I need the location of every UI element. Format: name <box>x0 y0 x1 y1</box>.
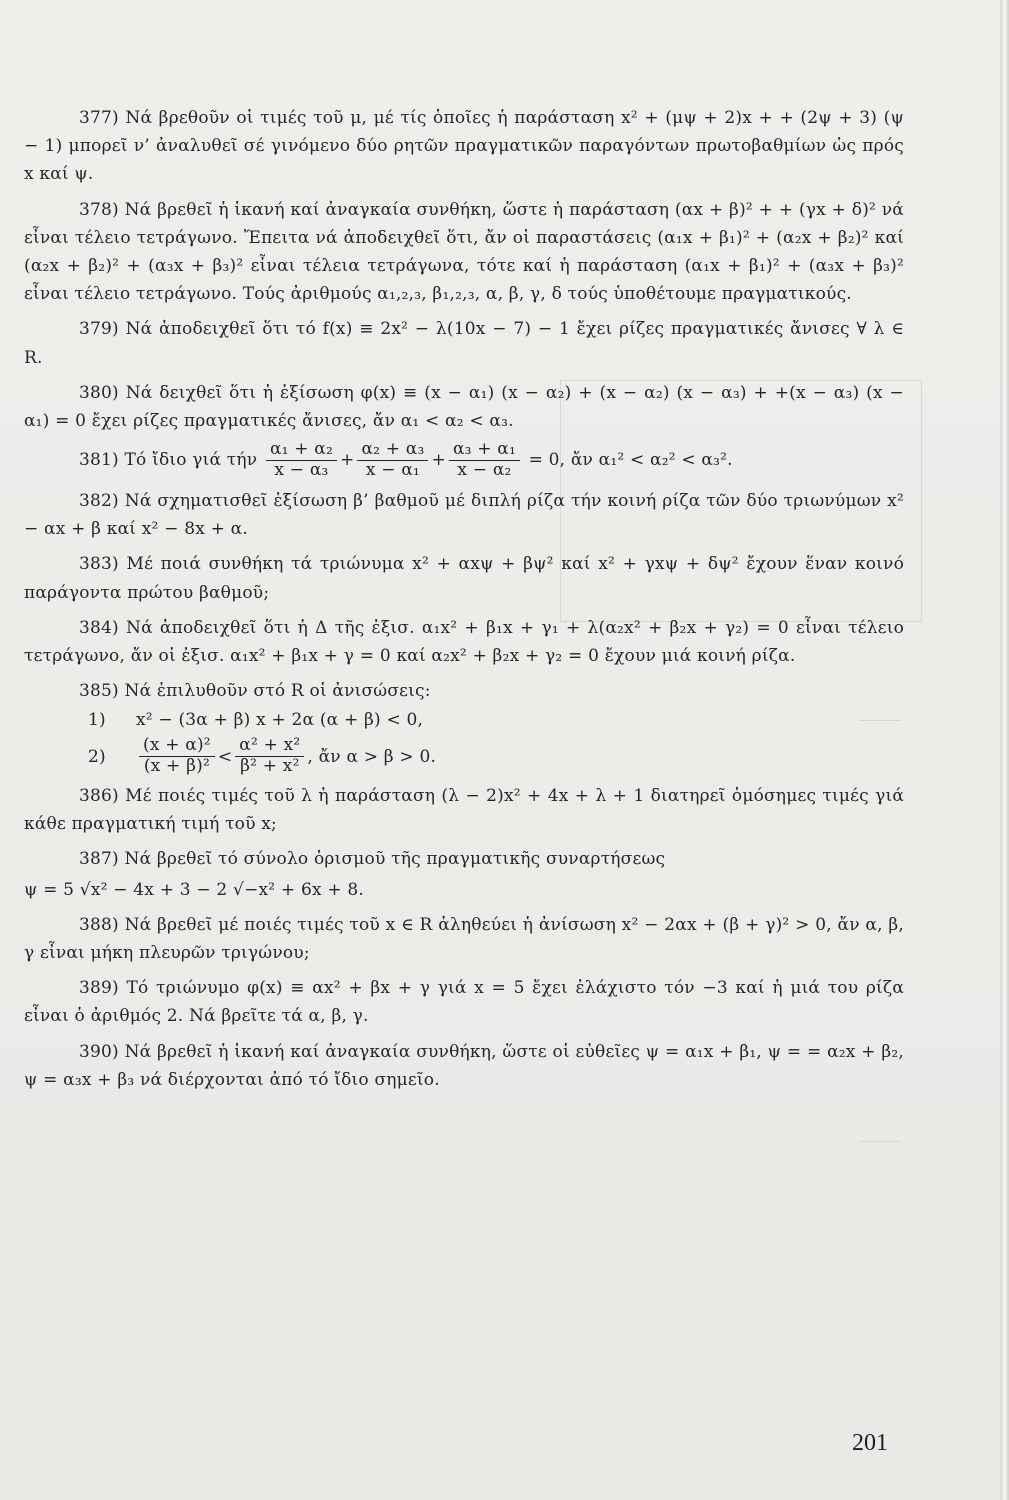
problem-number: 384) <box>79 617 119 638</box>
problem-tail: = 0, ἄν α₁² < α₂² < α₃². <box>528 450 733 471</box>
book-spine-edge <box>1000 0 1009 1500</box>
problem-text: Νά βρεθεῖ ἡ ἱκανή καί ἀναγκαία συνθήκη, ὥστε ἡ παράσταση (αx + β)² + + (γx + δ)² νά εἶναι τέλειο τετράγωνο. Ἔπειτα νά ἀποδειχθεῖ ὅτι, ἄν οἱ παραστάσεις (α₁x + β₁)² + (α₂x + β₂)² καί (α₂x + β₂)² + (α₃x + β₃)² εἶναι τέλεια τετράγωνα, τότε καί ἡ παράσταση (α₁x + β₁)² + (α₃x + β₃)² εἶναι τέλειο τετράγωνο. Τούς ἀριθμούς α₁,₂,₃, β₁,₂,₃, α, β, γ, δ τούς ὑποθέτουμε πραγματικούς. <box>24 199 904 305</box>
problem-384 <box>24 614 904 670</box>
problem-lead: Τό ἴδιο γιά τήν <box>124 450 258 471</box>
problem-387 <box>24 845 904 873</box>
condition-text: , ἄν α > β > 0. <box>307 746 437 767</box>
inequality-1 <box>24 705 904 735</box>
problem-number: 387) <box>79 849 119 870</box>
page-content <box>24 104 904 1094</box>
problem-number: 382) <box>79 490 119 511</box>
problem-text: Νά βρεθεῖ τό σύνολο ὁρισμοῦ τῆς πραγματικῆς συναρτήσεως <box>124 849 666 870</box>
domain-formula: ψ = 5 √x² − 4x + 3 − 2 √−x² + 6x + 8. <box>24 879 365 900</box>
problem-text: Μέ ποιές τιμές τοῦ λ ἡ παράσταση (λ − 2)x² + 4x + λ + 1 διατηρεῖ ὁμόσημες τιμές γιά κάθε πραγματική τιμή τοῦ x; <box>24 786 904 835</box>
inequality-text: x² − (3α + β) x + 2α (α + β) < 0, <box>136 710 424 731</box>
problem-number: 377) <box>79 108 119 128</box>
problem-379 <box>24 315 904 371</box>
problem-text: Μέ ποιά συνθήκη τά τριώνυμα x² + αxψ + βψ² καί x² + γxψ + δψ² ἔχουν ἕναν κοινό παράγοντα πρώτου βαθμοῦ; <box>24 554 904 603</box>
problem-381 <box>24 441 904 480</box>
problem-number: 386) <box>79 786 119 807</box>
less-than-sign: < <box>217 746 233 767</box>
fraction <box>139 737 215 776</box>
page-number: 201 <box>852 1430 888 1456</box>
denominator: β² + x² <box>240 756 300 777</box>
sub-item-label: 1) <box>88 710 106 731</box>
plus-sign: + <box>339 450 355 471</box>
problem-number: 389) <box>79 978 119 999</box>
problem-number: 378) <box>79 199 119 220</box>
problem-number: 379) <box>79 319 119 340</box>
problem-385 <box>24 677 904 705</box>
problem-text: Νά βρεθοῦν οἱ τιμές τοῦ μ, μέ τίς ὁποῖες ἡ παράσταση x² + (μψ + 2)x + + (2ψ + 3) (ψ − 1) μπορεῖ ν’ ἀναλυθεῖ σέ γινόμενο δύο ρητῶν πραγματικῶν παραγόντων πρωτοβαθμίων ὡς πρός x καί ψ. <box>24 108 904 185</box>
denominator: (x + β)² <box>143 756 210 777</box>
problem-377 <box>24 104 904 189</box>
sub-item-label: 2) <box>88 746 106 767</box>
fraction <box>266 441 337 480</box>
problem-number: 383) <box>79 554 119 575</box>
inequality-2 <box>24 737 904 776</box>
denominator: x − α₃ <box>274 460 329 481</box>
numerator: α₂ + α₃ <box>357 441 428 461</box>
numerator: α₃ + α₁ <box>449 441 520 461</box>
problem-number: 390) <box>79 1041 119 1062</box>
fraction <box>357 441 428 480</box>
problem-386 <box>24 782 904 838</box>
problem-text: Νά βρεθεῖ ἡ ἱκανή καί ἀναγκαία συνθήκη, ὥστε οἱ εὐθεῖες ψ = α₁x + β₁, ψ = = α₂x + β₂, ψ = α₃x + β₃ νά διέρχονται ἀπό τό ἴδιο σημεῖο. <box>24 1041 904 1090</box>
problem-number: 385) <box>79 681 119 702</box>
problem-text: Νά δειχθεῖ ὅτι ἡ ἐξίσωση φ(x) ≡ (x − α₁) (x − α₂) + (x − α₂) (x − α₃) + +(x − α₃) (x − α₁) = 0 ἔχει ρίζες πραγματικές ἄνισες, ἄν α₁ < α₂ < α₃. <box>24 382 905 432</box>
problem-text: Τό τριώνυμο φ(x) ≡ αx² + βx + γ γιά x = 5 ἔχει ἐλάχιστο τόν −3 καί ἡ μιά του ρίζα εἶναι ὁ ἀριθμός 2. Νά βρεῖτε τά α, β, γ. <box>24 978 905 1027</box>
problem-text: Νά ἐπιλυθοῦν στό R οἱ ἀνισώσεις: <box>124 681 431 702</box>
problem-383 <box>24 550 904 606</box>
fraction <box>235 737 304 776</box>
problem-380 <box>24 379 904 435</box>
problem-390 <box>24 1038 904 1094</box>
problem-text: Νά ἀποδειχθεῖ ὅτι τό f(x) ≡ 2x² − λ(10x − 7) − 1 ἔχει ρίζες πραγματικές ἄνισες ∀ λ ∈ R. <box>24 319 905 368</box>
problem-text: Νά βρεθεῖ μέ ποιές τιμές τοῦ x ∈ R ἀληθεύει ἡ ἀνίσωση x² − 2αx + (β + γ)² > 0, ἄν α, β, γ εἶναι μήκη πλευρῶν τριγώνου; <box>24 914 905 964</box>
problem-382 <box>24 487 904 543</box>
plus-sign: + <box>431 450 446 471</box>
problem-number: 388) <box>79 914 119 935</box>
problem-text: Νά ἀποδειχθεῖ ὅτι ἡ Δ τῆς ἐξισ. α₁x² + β₁x + γ₁ + λ(α₂x² + β₂x + γ₂) = 0 εἶναι τέλειο τετράγωνο, ἄν οἱ ἐξισ. α₁x² + β₁x + γ = 0 καί α₂x² + β₂x + γ₂ = 0 ἔχουν μιά κοινή ρίζα. <box>24 617 905 666</box>
problem-378 <box>24 196 904 309</box>
numerator: (x + α)² <box>139 737 215 757</box>
numerator: α² + x² <box>235 737 304 757</box>
problem-text: Νά σχηματισθεῖ ἐξίσωση β’ βαθμοῦ μέ διπλή ρίζα τήν κοινή ρίζα τῶν δύο τριωνύμων x² − αx + β καί x² − 8x + α. <box>24 490 904 540</box>
denominator: x − α₁ <box>365 460 421 481</box>
fraction <box>449 441 520 480</box>
problem-number: 380) <box>79 382 119 403</box>
problem-389 <box>24 974 904 1030</box>
numerator: α₁ + α₂ <box>266 441 337 461</box>
denominator: x − α₂ <box>457 460 512 481</box>
problem-number: 381) <box>79 450 119 471</box>
problem-388 <box>24 911 904 967</box>
